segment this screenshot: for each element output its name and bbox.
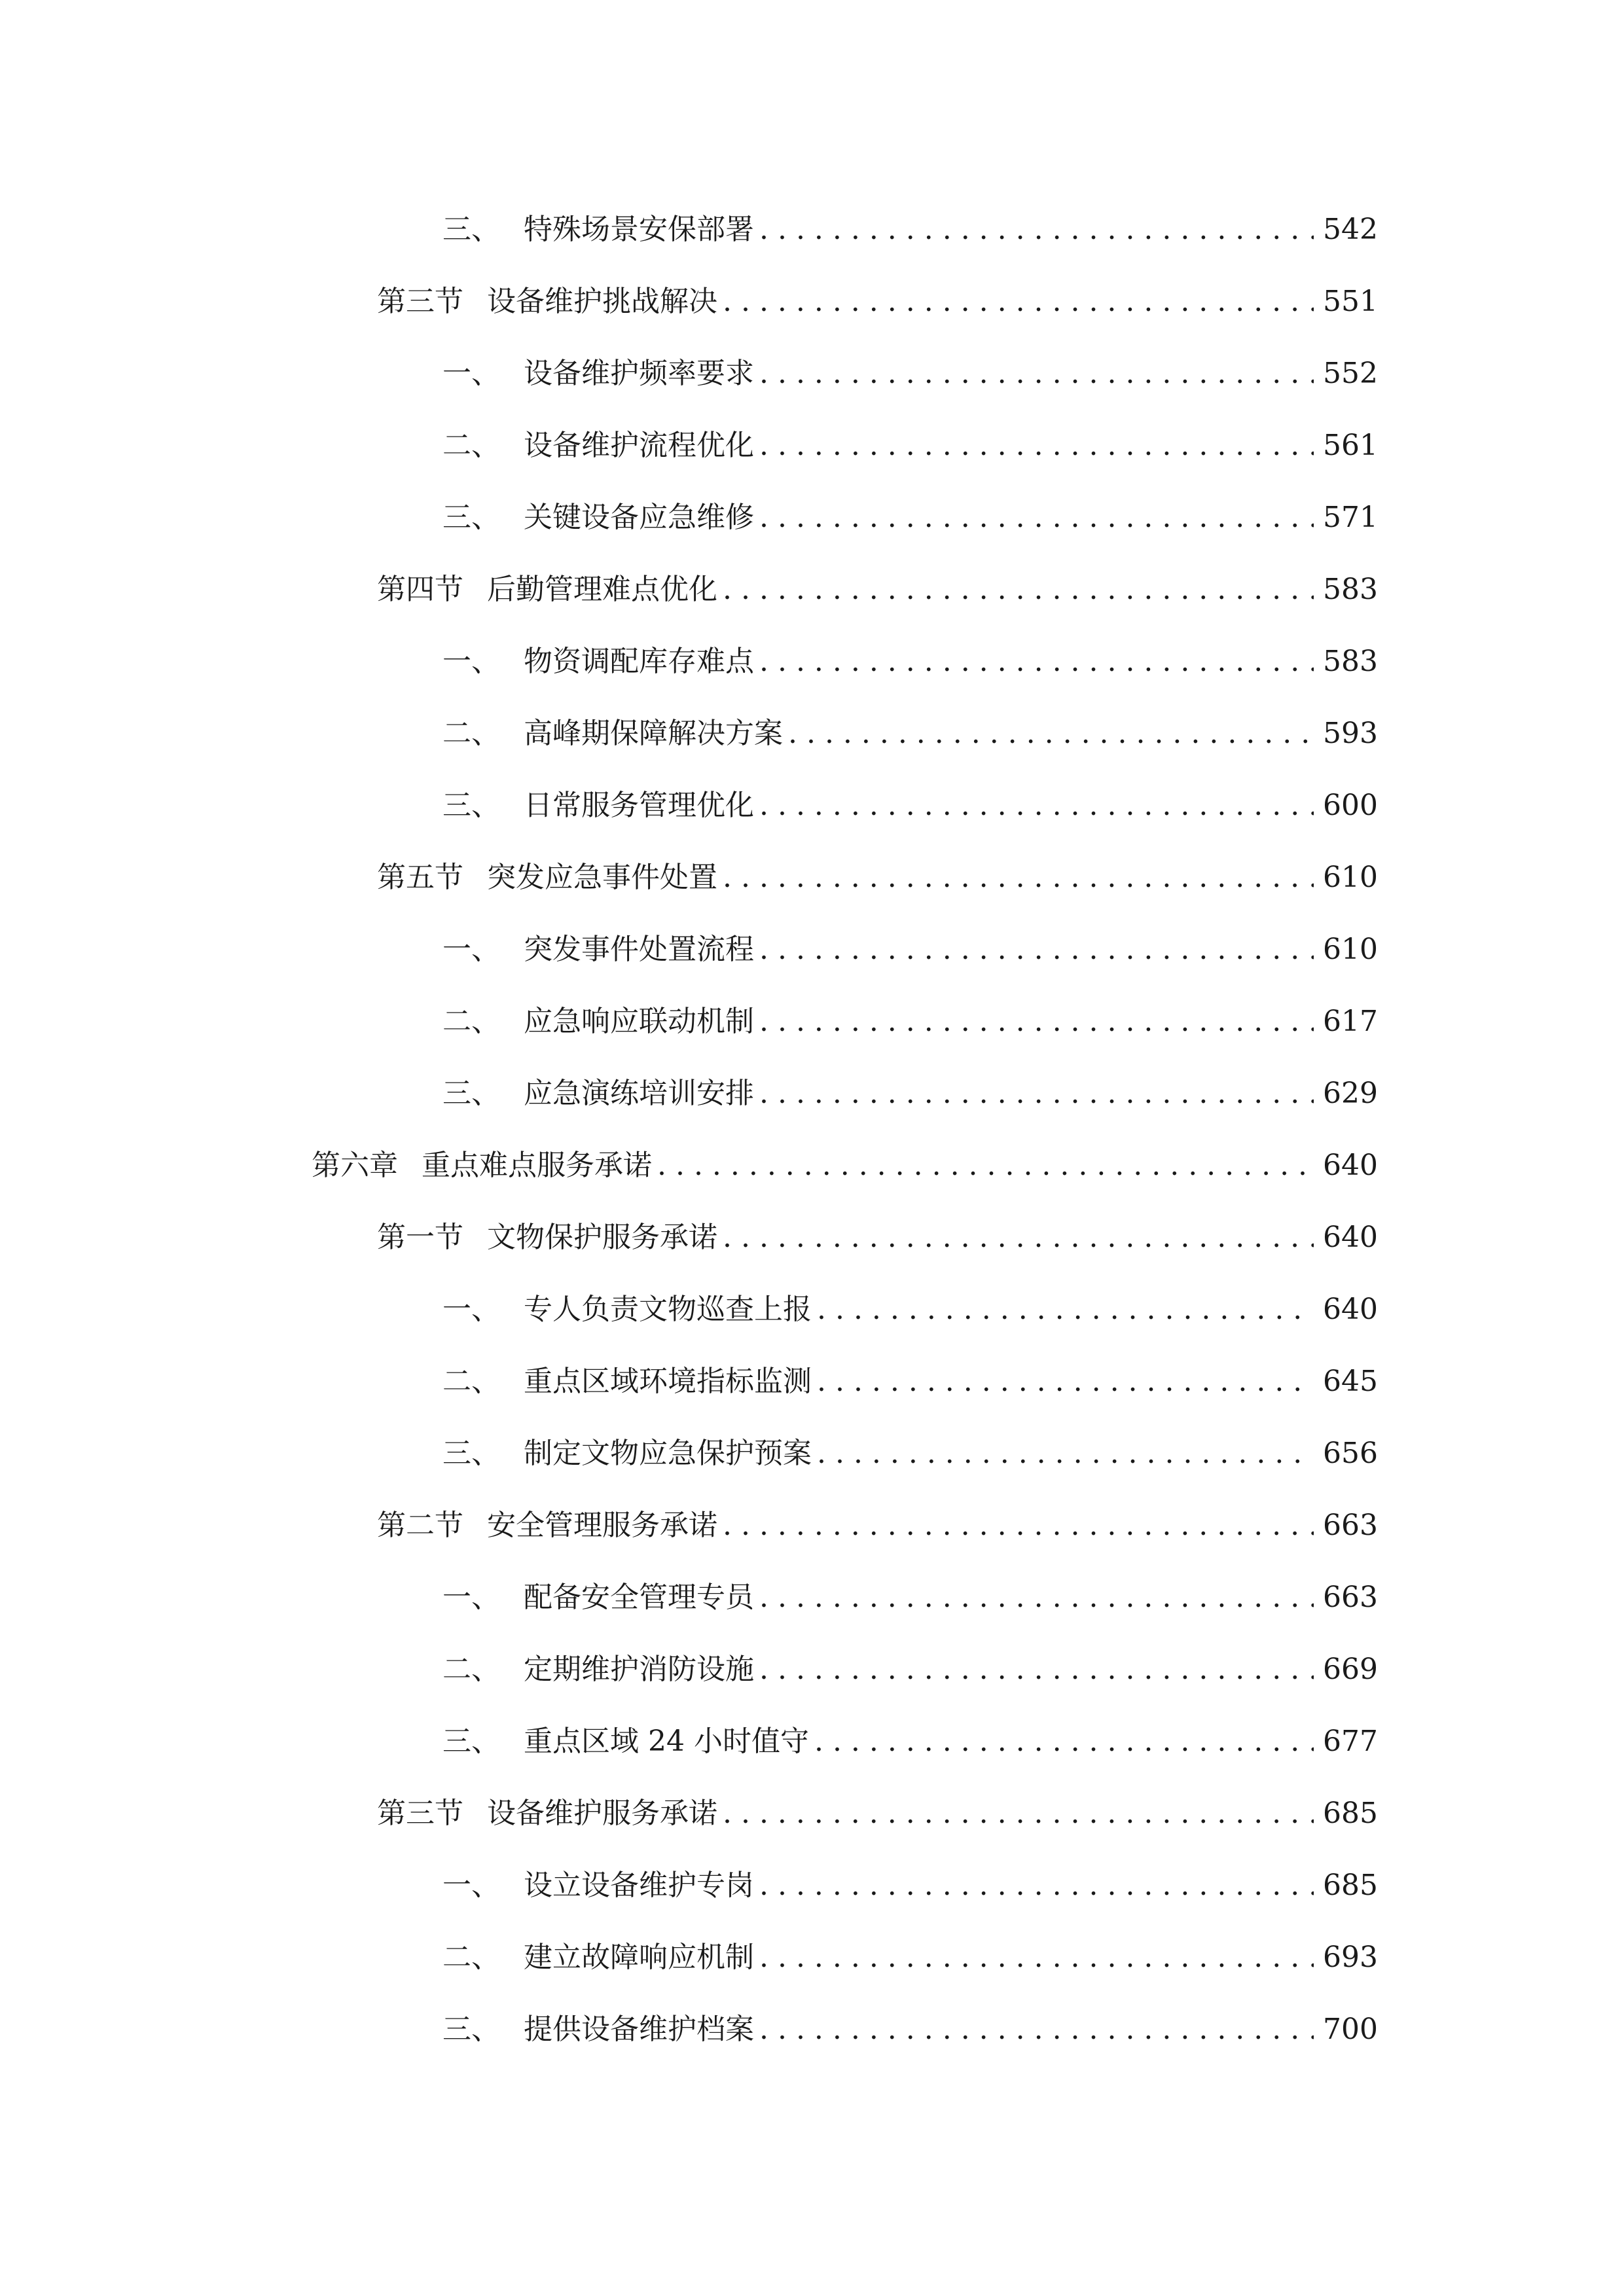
toc-dot-leader <box>759 359 1314 388</box>
toc-entry-number: 二、 <box>442 1005 500 1038</box>
toc-entry-number: 三、 <box>442 1725 500 1758</box>
toc-entry-number: 二、 <box>442 1941 500 1974</box>
toc-entry[interactable] <box>377 842 1378 914</box>
toc-dot-leader <box>759 431 1314 460</box>
toc-dot-leader <box>723 1511 1314 1540</box>
toc-entry-title: 设备维护流程优化 <box>524 429 754 462</box>
toc-dot-leader <box>759 503 1314 532</box>
toc-dot-leader <box>788 719 1314 748</box>
toc-entry[interactable] <box>442 626 1378 698</box>
toc-entry[interactable] <box>312 1130 1378 1202</box>
toc-dot-leader <box>759 1583 1314 1612</box>
toc-entry-title: 重点区域 24 小时值守 <box>524 1725 809 1758</box>
toc-entry[interactable] <box>442 1922 1378 1994</box>
toc-entry-number: 第三节 <box>377 1797 463 1830</box>
toc-dot-leader <box>817 1295 1314 1324</box>
toc-entry-number: 三、 <box>442 1437 500 1470</box>
toc-entry[interactable] <box>442 986 1378 1058</box>
toc-entry[interactable] <box>442 770 1378 842</box>
toc-entry-page: 610 <box>1323 861 1378 894</box>
toc-entry-title: 设立设备维护专岗 <box>524 1869 754 1902</box>
toc-entry[interactable] <box>377 1778 1378 1850</box>
toc-entry-page: 583 <box>1323 573 1378 606</box>
toc-entry-title: 高峰期保障解决方案 <box>524 717 783 750</box>
toc-entry-number: 第六章 <box>312 1149 398 1182</box>
toc-entry-number: 二、 <box>442 429 500 462</box>
toc-entry-page: 593 <box>1323 717 1378 750</box>
toc-dot-leader <box>814 1727 1314 1756</box>
toc-dot-leader <box>759 1943 1314 1972</box>
toc-entry-page: 640 <box>1323 1149 1378 1182</box>
toc-entry-number: 第四节 <box>377 573 463 606</box>
toc-entry-page: 677 <box>1323 1725 1378 1758</box>
toc-entry-number: 二、 <box>442 1653 500 1686</box>
toc-dot-leader <box>759 1871 1314 1900</box>
toc-entry-title: 重点难点服务承诺 <box>422 1149 652 1182</box>
toc-entry-title: 后勤管理难点优化 <box>487 573 717 606</box>
toc-entry-page: 640 <box>1323 1293 1378 1326</box>
toc-dot-leader <box>759 1007 1314 1036</box>
toc-entry-number: 一、 <box>442 933 500 966</box>
toc-dot-leader <box>723 575 1314 604</box>
toc-entry[interactable] <box>377 1490 1378 1562</box>
toc-entry-title: 关键设备应急维修 <box>524 501 754 534</box>
toc-entry-title: 提供设备维护档案 <box>524 2013 754 2046</box>
toc-entry[interactable] <box>442 698 1378 770</box>
toc-entry-title: 配备安全管理专员 <box>524 1581 754 1614</box>
toc-entry-title: 物资调配库存难点 <box>524 645 754 678</box>
toc-entry-number: 三、 <box>442 213 500 246</box>
toc-entry[interactable] <box>377 1202 1378 1274</box>
toc-entry-number: 第一节 <box>377 1221 463 1254</box>
toc-entry-number: 三、 <box>442 1077 500 1110</box>
toc-entry-title: 设备维护频率要求 <box>524 357 754 390</box>
toc-entry-title: 重点区域环境指标监测 <box>524 1365 812 1398</box>
toc-entry-number: 一、 <box>442 1581 500 1614</box>
toc-entry[interactable] <box>377 266 1378 338</box>
toc-entry[interactable] <box>442 482 1378 554</box>
toc-dot-leader <box>723 1799 1314 1828</box>
toc-dot-leader <box>817 1439 1314 1468</box>
toc-dot-leader <box>759 2015 1314 2044</box>
toc-entry-page: 663 <box>1323 1509 1378 1542</box>
toc-entry[interactable] <box>442 1994 1378 2066</box>
toc-entry-title: 制定文物应急保护预案 <box>524 1437 812 1470</box>
toc-dot-leader <box>817 1367 1314 1396</box>
toc-entry-number: 一、 <box>442 645 500 678</box>
toc-entry[interactable] <box>442 1706 1378 1778</box>
toc-dot-leader <box>759 1079 1314 1108</box>
toc-dot-leader <box>759 647 1314 676</box>
toc-entry[interactable] <box>377 554 1378 626</box>
toc-entry-page: 610 <box>1323 933 1378 966</box>
toc-entry-title: 建立故障响应机制 <box>524 1941 754 1974</box>
toc-entry-number: 一、 <box>442 1869 500 1902</box>
toc-dot-leader <box>759 791 1314 820</box>
toc-entry-page: 669 <box>1323 1653 1378 1686</box>
toc-entry-page: 629 <box>1323 1077 1378 1110</box>
toc-dot-leader <box>759 215 1314 244</box>
toc-entry-title: 文物保护服务承诺 <box>487 1221 717 1254</box>
toc-entry-number: 三、 <box>442 501 500 534</box>
toc-entry-number: 三、 <box>442 789 500 822</box>
toc-dot-leader <box>657 1151 1314 1180</box>
toc-entry-page: 542 <box>1323 213 1378 246</box>
toc-entry-title: 应急响应联动机制 <box>524 1005 754 1038</box>
toc-entry-page: 663 <box>1323 1581 1378 1614</box>
toc-dot-leader <box>723 863 1314 892</box>
toc-entry-page: 656 <box>1323 1437 1378 1470</box>
toc-entry-page: 551 <box>1323 285 1378 318</box>
toc-entry-page: 700 <box>1323 2013 1378 2046</box>
toc-entry-page: 571 <box>1323 501 1378 534</box>
toc-dot-leader <box>723 287 1314 316</box>
toc-entry-page: 693 <box>1323 1941 1378 1974</box>
toc-entry-title: 定期维护消防设施 <box>524 1653 754 1686</box>
toc-entry[interactable] <box>442 1418 1378 1490</box>
toc-entry-page: 552 <box>1323 357 1378 390</box>
toc-entry-title: 特殊场景安保部署 <box>524 213 754 246</box>
toc-entry-title: 日常服务管理优化 <box>524 789 754 822</box>
toc-entry-title: 专人负责文物巡查上报 <box>524 1293 812 1326</box>
toc-entry-title: 突发应急事件处置 <box>487 861 717 894</box>
toc-entry[interactable] <box>442 1274 1378 1346</box>
toc-entry-number: 第二节 <box>377 1509 463 1542</box>
toc-entry[interactable] <box>442 1634 1378 1706</box>
toc-entry-title: 应急演练培训安排 <box>524 1077 754 1110</box>
toc-entry[interactable] <box>442 338 1378 410</box>
toc-entry[interactable] <box>442 1850 1378 1922</box>
toc-entry-page: 645 <box>1323 1365 1378 1398</box>
toc-entry[interactable] <box>442 1346 1378 1418</box>
toc-dot-leader <box>723 1223 1314 1252</box>
toc-entry[interactable] <box>442 1562 1378 1634</box>
toc-entry-page: 600 <box>1323 789 1378 822</box>
toc-entry-number: 第五节 <box>377 861 463 894</box>
toc-entry-title: 设备维护服务承诺 <box>487 1797 717 1830</box>
toc-dot-leader <box>759 935 1314 964</box>
toc-entry-number: 一、 <box>442 1293 500 1326</box>
toc-entry-title: 设备维护挑战解决 <box>487 285 717 318</box>
toc-entry-page: 640 <box>1323 1221 1378 1254</box>
toc-entry-title: 突发事件处置流程 <box>524 933 754 966</box>
toc-entry-page: 685 <box>1323 1869 1378 1902</box>
toc-entry-page: 685 <box>1323 1797 1378 1830</box>
toc-entry-page: 617 <box>1323 1005 1378 1038</box>
toc-entry-number: 二、 <box>442 1365 500 1398</box>
toc-entry[interactable] <box>442 914 1378 986</box>
toc-entry-number: 第三节 <box>377 285 463 318</box>
toc-entry-number: 一、 <box>442 357 500 390</box>
toc-entry-title: 安全管理服务承诺 <box>487 1509 717 1542</box>
toc-entry[interactable] <box>442 410 1378 482</box>
toc-dot-leader <box>759 1655 1314 1684</box>
toc-entry[interactable] <box>442 1058 1378 1130</box>
toc-entry[interactable] <box>442 194 1378 266</box>
toc-entry-page: 561 <box>1323 429 1378 462</box>
toc-entry-page: 583 <box>1323 645 1378 678</box>
toc-entry-number: 二、 <box>442 717 500 750</box>
toc-entry-number: 三、 <box>442 2013 500 2046</box>
